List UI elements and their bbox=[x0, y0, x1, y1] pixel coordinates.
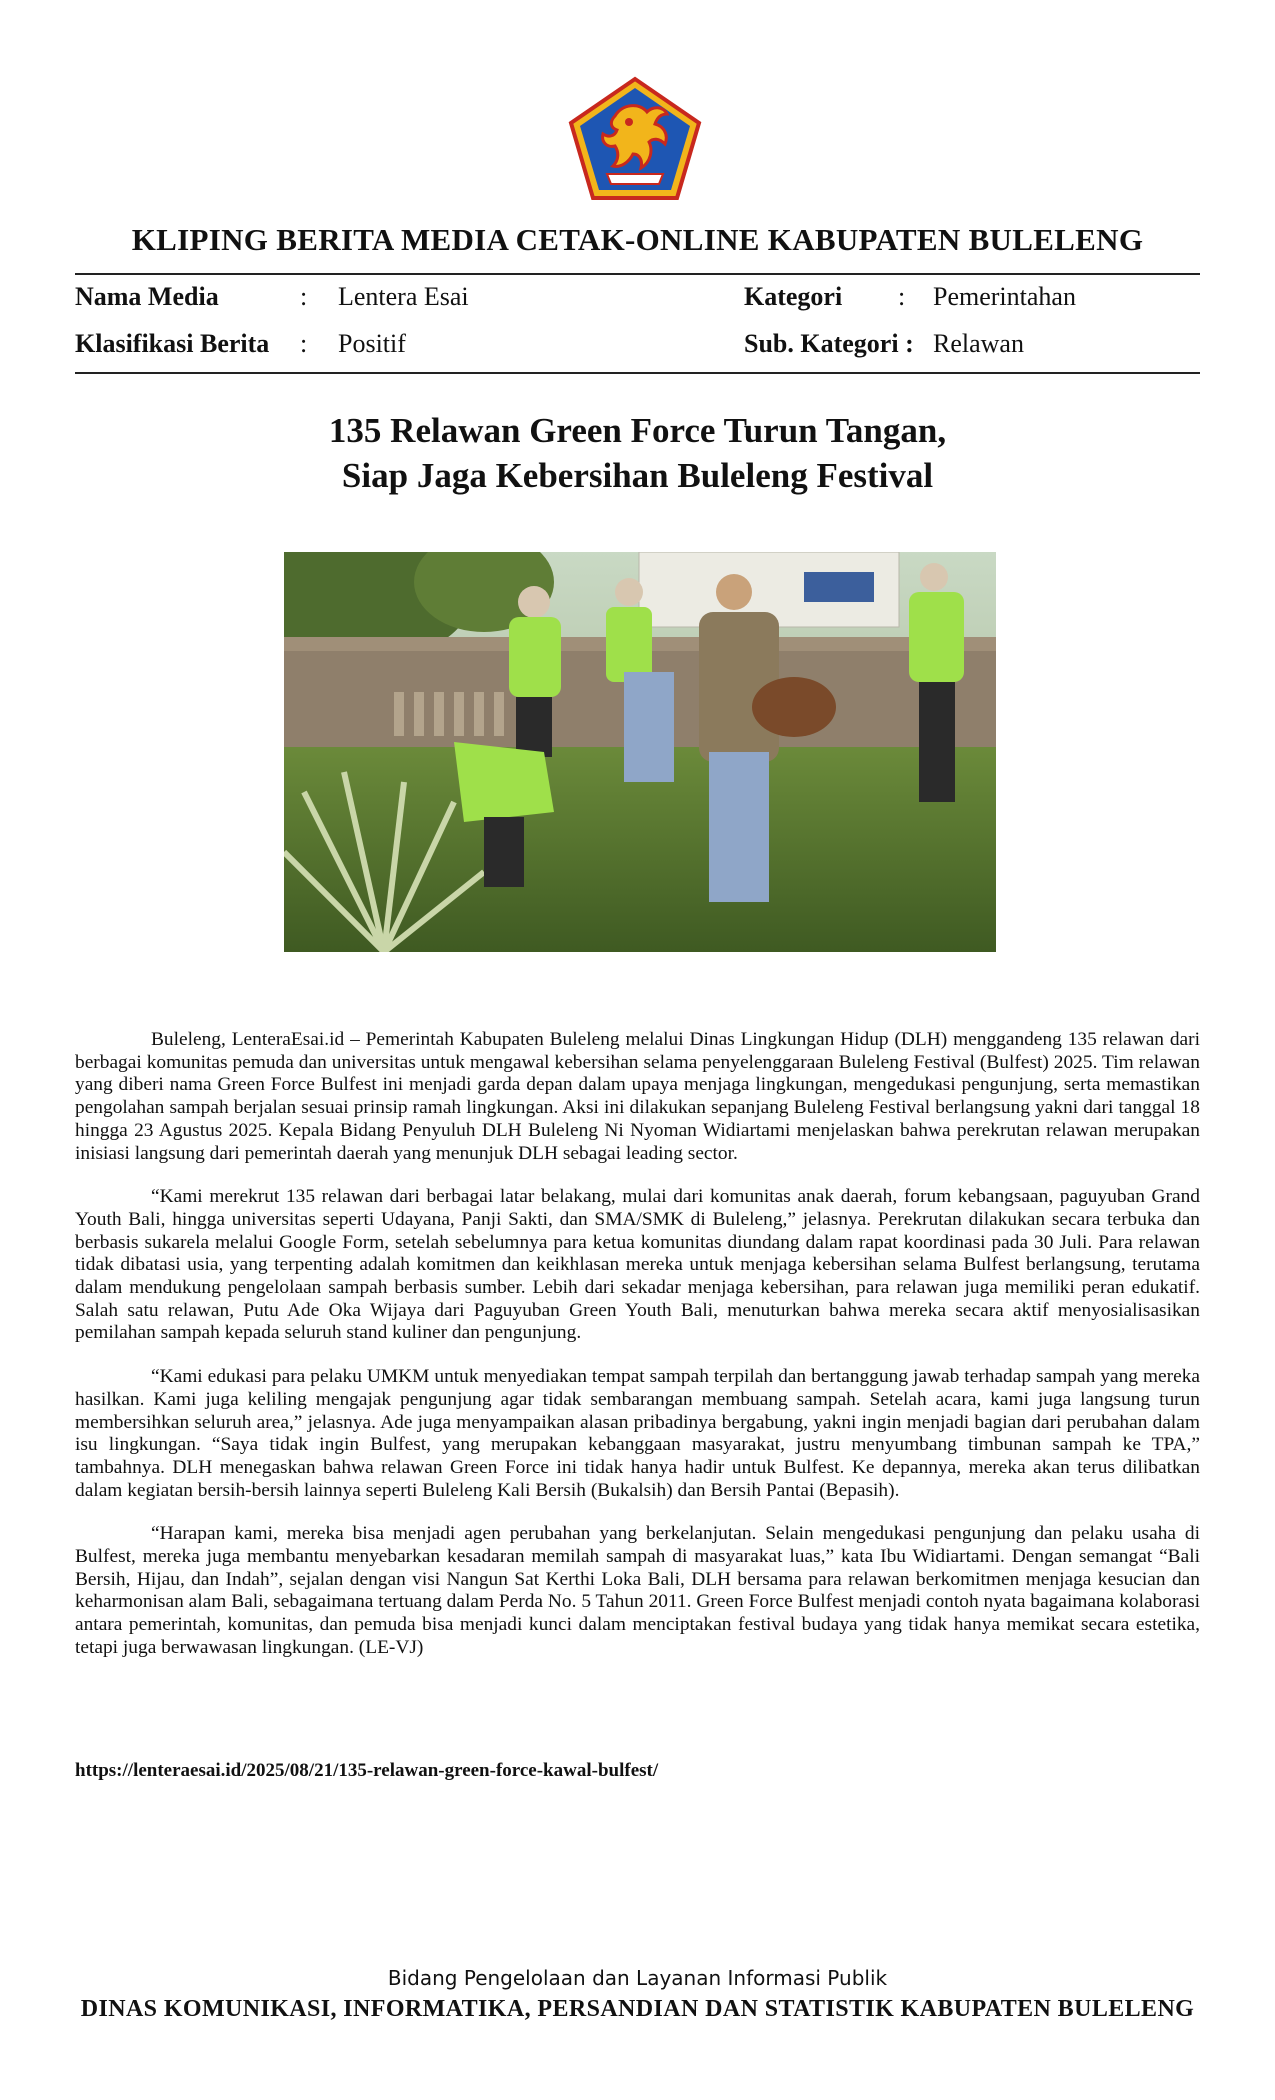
header-top-divider bbox=[75, 273, 1200, 275]
article-paragraph-1: Buleleng, LenteraEsai.id – Pemerintah Kabupaten Buleleng melalui Dinas Lingkungan Hidup (DLH) menggandeng 135 relawan dari berbagai komunitas pemuda dan universitas untuk mengawal kebersihan selama penyelenggaraan Buleleng Festival (Bulfest) 2025. Tim relawan yang diberi nama Green Force Bulfest ini menjadi garda depan dalam upaya menjaga lingkungan, mengedukasi pengunjung, serta memastikan pengolahan sampah berjalan sesuai prinsip ramah lingkungan. Aksi ini dilakukan sepanjang Buleleng Festival berlangsung yakni dari tanggal 18 hingga 23 Agustus 2025. Kepala Bidang Penyuluh DLH Buleleng Ni Nyoman Widiartami menjelaskan bahwa perekrutan relawan merupakan inisiasi langsung dari pemerintah daerah yang menunjuk DLH sebagai leading sector. bbox=[75, 1029, 1200, 1164]
kategori-colon: : bbox=[898, 282, 906, 311]
article-headline bbox=[0, 408, 1275, 498]
article-body bbox=[75, 1029, 1200, 1681]
sub-kategori-value: Relawan bbox=[933, 329, 1024, 358]
headline-line-1: 135 Relawan Green Force Turun Tangan, bbox=[328, 411, 947, 450]
nama-media-value: Lentera Esai bbox=[338, 282, 469, 311]
nama-media-label: Nama Media bbox=[75, 282, 219, 311]
singa-ambara-raja-emblem-icon bbox=[567, 76, 703, 201]
footer-agency: DINAS KOMUNIKASI, INFORMATIKA, PERSANDIAN DAN STATISTIK KABUPATEN BULELENG bbox=[80, 1996, 1195, 2022]
kategori-value: Pemerintahan bbox=[933, 282, 1076, 311]
klasifikasi-berita-value: Positif bbox=[338, 329, 406, 358]
article-paragraph-2: “Kami merekrut 135 relawan dari berbagai latar belakang, mulai dari komunitas anak daerah, forum kebangsaan, paguyuban Grand Youth Bali, hingga universitas seperti Udayana, Panji Sakti, dan SMA/SMK di Buleleng,” jelasnya. Perekrutan dilakukan secara terbuka dan berbasis sukarela melalui Google Form, setelah sebelumnya para ketua komunitas diundang dalam rapat koordinasi pada 30 Juli. Para relawan tidak dibatasi usia, yang terpenting adalah komitmen dan keikhlasan mereka untuk menjaga kebersihan selama Bulfest berlangsung, terutama dalam mendukung pengelolaan sampah berbasis sumber. Lebih dari sekadar menjaga kebersihan, para relawan juga memiliki peran edukatif. Salah satu relawan, Putu Ade Oka Wijaya dari Paguyuban Green Youth Bali, menuturkan bahwa mereka secara aktif menyosialisasikan pemilahan sampah kepada seluruh stand kuliner dan pengunjung. bbox=[75, 1186, 1200, 1344]
sub-kategori-label: Sub. Kategori : bbox=[744, 329, 914, 358]
green-force-volunteers-photo bbox=[284, 552, 996, 952]
header-bottom-divider bbox=[75, 372, 1200, 374]
article-paragraph-3: “Kami edukasi para pelaku UMKM untuk menyediakan tempat sampah terpilah dan bertanggung jawab terhadap sampah yang mereka hasilkan. Kami juga keliling mengajak pengunjung agar tidak sembarangan membuang sampah. Setelah acara, kami juga langsung turun membersihkan seluruh area,” jelasnya. Ade juga menyampaikan alasan pribadinya bergabung, yakni ingin menjadi bagian dari perubahan dalam isu lingkungan. “Saya tidak ingin Bulfest, yang merupakan kebanggaan masyarakat, justru menyumbang timbunan sampah ke TPA,” tambahnya. DLH menegaskan bahwa relawan Green Force ini tidak hanya hadir untuk Bulfest. Ke depannya, mereka akan terus dilibatkan dalam kegiatan bersih-bersih lainnya seperti Buleleng Kali Bersih (Bukalsih) dan Bersih Pantai (Bepasih). bbox=[75, 1366, 1200, 1501]
article-paragraph-4: “Harapan kami, mereka bisa menjadi agen perubahan yang berkelanjutan. Selain mengedukasi pengunjung dan pelaku usaha di Bulfest, mereka juga membantu menyebarkan kesadaran memilah sampah di masyarakat luas,” kata Ibu Widiartami. Dengan semangat “Bali Bersih, Hijau, dan Indah”, sejalan dengan visi Nangun Sat Kerthi Loka Bali, DLH bersama para relawan berkomitmen menjaga kesucian dan keharmonisan alam Bali, sebagaimana tertuang dalam Perda No. 5 Tahun 2011. Green Force Bulfest menjadi contoh nyata bagaimana kolaborasi antara pemerintah, komunitas, dan pemuda bisa menjadi kunci dalam menciptakan festival budaya yang tidak hanya memikat secara estetika, tetapi juga berwawasan lingkungan. (LE-VJ) bbox=[75, 1523, 1200, 1658]
kategori-label: Kategori bbox=[744, 282, 843, 311]
footer-department: Bidang Pengelolaan dan Layanan Informasi Publik bbox=[387, 1966, 888, 1990]
headline-line-2: Siap Jaga Kebersihan Buleleng Festival bbox=[341, 456, 934, 495]
klasifikasi-berita-colon: : bbox=[300, 329, 308, 358]
nama-media-colon: : bbox=[300, 282, 308, 311]
document-title: KLIPING BERITA MEDIA CETAK-ONLINE KABUPATEN BULELENG bbox=[131, 222, 1144, 257]
source-link[interactable]: https://lenteraesai.id/2025/08/21/135-relawan-green-force-kawal-bulfest/ bbox=[75, 1760, 659, 1781]
klasifikasi-berita-label: Klasifikasi Berita bbox=[75, 329, 270, 358]
